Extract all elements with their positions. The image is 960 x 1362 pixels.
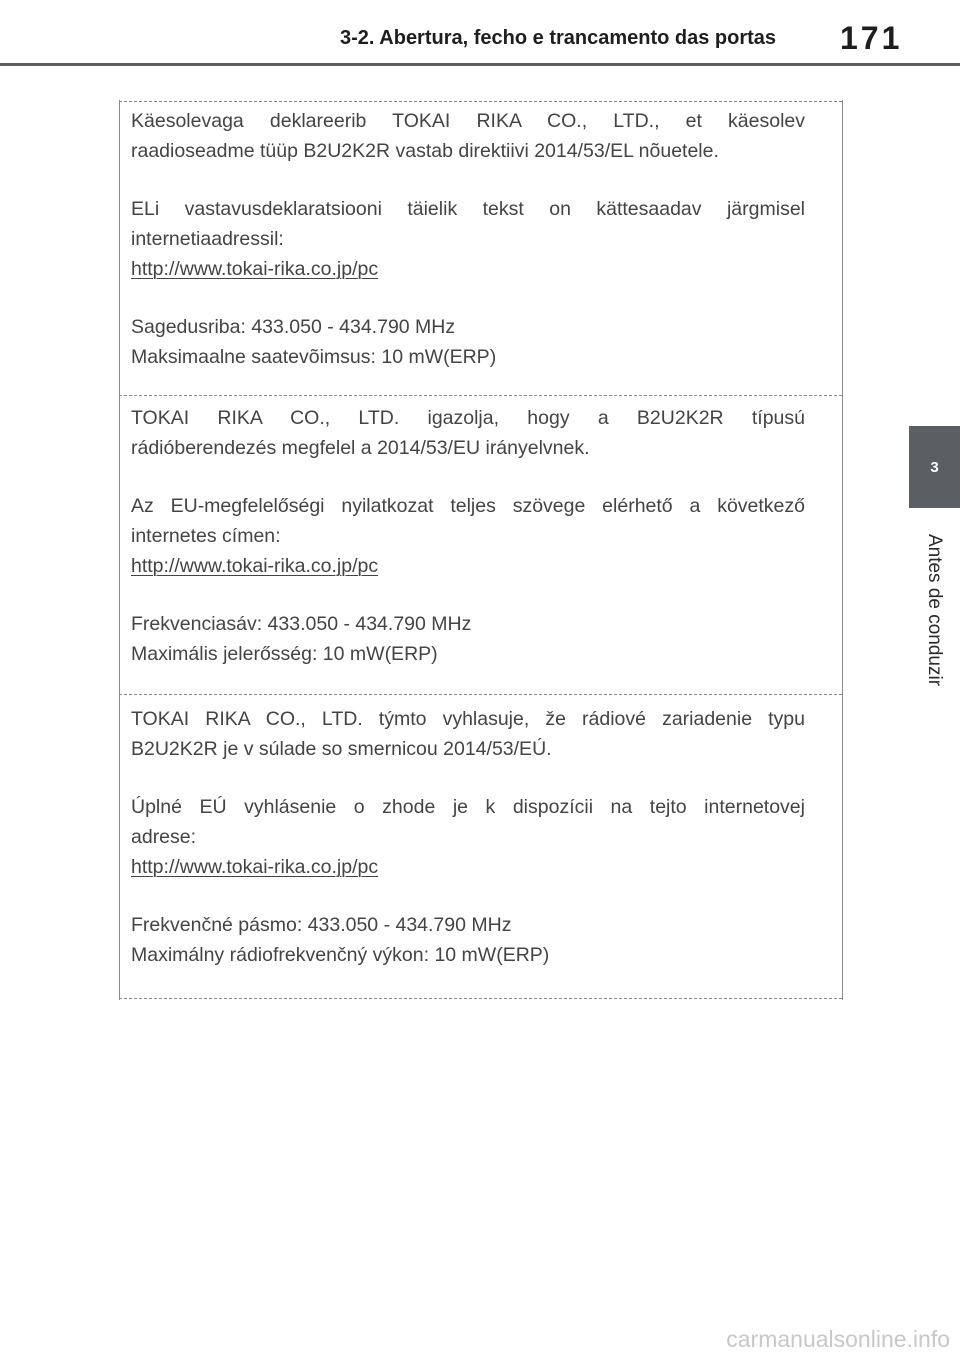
chapter-number: 3 bbox=[930, 459, 939, 476]
section-title: 3-2. Abertura, fecho e trancamento das portas bbox=[340, 27, 777, 49]
technical-specs bbox=[131, 312, 805, 372]
declaration-slovak bbox=[131, 704, 805, 970]
section-divider bbox=[119, 395, 842, 396]
declaration-hungarian bbox=[131, 403, 805, 669]
conformity-statement bbox=[131, 106, 805, 166]
watermark-text: carmanualsonline.info bbox=[726, 1326, 950, 1352]
max-power: Maximálny rádiofrekvenčný výkon: 10 mW(ERP) bbox=[131, 944, 550, 966]
notice-line: ELi vastavusdeklaratsiooni täielik tekst on kättesaadav järgmisel bbox=[131, 198, 805, 220]
box-top-border bbox=[119, 101, 842, 102]
chapter-tab[interactable] bbox=[909, 426, 960, 508]
chapter-label: Antes de conduzir bbox=[924, 533, 945, 687]
frequency-band: Frekvenciasáv: 433.050 - 434.790 MHz bbox=[131, 613, 472, 635]
frequency-band: Frekvenčné pásmo: 433.050 - 434.790 MHz bbox=[131, 914, 512, 936]
declaration-url-link[interactable]: http://www.tokai-rika.co.jp/pc bbox=[131, 856, 379, 878]
statement-line: rádióberendezés megfelel a 2014/53/EU irányelvnek. bbox=[131, 437, 590, 459]
technical-specs bbox=[131, 609, 805, 669]
section-divider bbox=[119, 694, 842, 695]
statement-line: B2U2K2R je v súlade so smernicou 2014/53/EÚ. bbox=[131, 738, 552, 760]
statement-line: TOKAI RIKA CO., LTD. igazolja, hogy a B2U2K2R típusú bbox=[131, 407, 805, 429]
declaration-url-link[interactable]: http://www.tokai-rika.co.jp/pc bbox=[131, 555, 379, 577]
full-text-notice bbox=[131, 792, 805, 882]
frequency-band: Sagedusriba: 433.050 - 434.790 MHz bbox=[131, 316, 456, 338]
max-power: Maximális jelerősség: 10 mW(ERP) bbox=[131, 643, 438, 665]
notice-line: internetes címen: bbox=[131, 525, 281, 547]
notice-line: adrese: bbox=[131, 826, 197, 848]
conformity-statement bbox=[131, 704, 805, 764]
statement-line: TOKAI RIKA CO., LTD. týmto vyhlasuje, že rádiové zariadenie typu bbox=[131, 708, 805, 730]
notice-line: internetiaadressil: bbox=[131, 228, 284, 250]
statement-line: raadioseadme tüüp B2U2K2R vastab direktiivi 2014/53/EL nõuetele. bbox=[131, 140, 719, 162]
statement-line: Käesolevaga deklareerib TOKAI RIKA CO., LTD., et käesolev bbox=[131, 110, 805, 132]
max-power: Maksimaalne saatevõimsus: 10 mW(ERP) bbox=[131, 346, 497, 368]
notice-line: Az EU-megfelelőségi nyilatkozat teljes szövege elérhető a következő bbox=[131, 495, 805, 517]
technical-specs bbox=[131, 910, 805, 970]
declaration-url-link[interactable]: http://www.tokai-rika.co.jp/pc bbox=[131, 258, 379, 280]
declaration-estonian bbox=[131, 106, 805, 372]
full-text-notice bbox=[131, 194, 805, 284]
full-text-notice bbox=[131, 491, 805, 581]
header-rule bbox=[0, 63, 960, 66]
conformity-statement bbox=[131, 403, 805, 463]
box-bottom-border bbox=[119, 998, 842, 999]
page-number: 171 bbox=[840, 20, 903, 56]
notice-line: Úplné EÚ vyhlásenie o zhode je k dispozícii na tejto internetovej bbox=[131, 796, 805, 818]
